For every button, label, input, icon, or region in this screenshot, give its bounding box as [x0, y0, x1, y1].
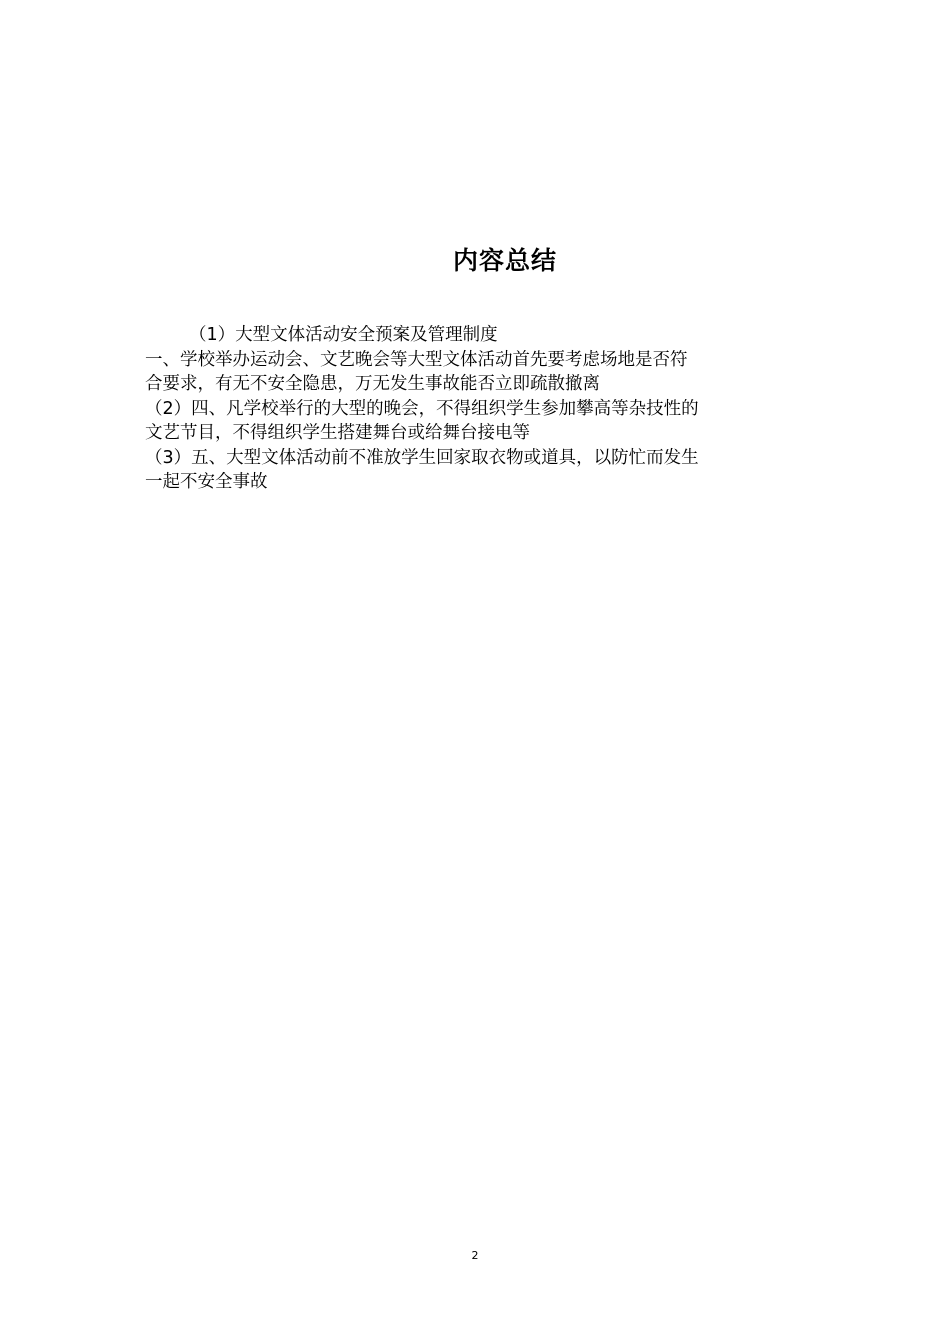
- body-line-5: 文艺节目，不得组织学生搭建舞台或给舞台接电等: [145, 423, 530, 443]
- body-line-4: （2）四、凡学校举行的大型的晚会，不得组织学生参加攀高等杂技性的: [145, 398, 699, 419]
- body-line-6: （3）五、大型文体活动前不准放学生回家取衣物或道具，以防忙而发生: [145, 447, 699, 468]
- body-line-2: 一、学校举办运动会、文艺晚会等大型文体活动首先要考虑场地是否符: [145, 349, 688, 370]
- body-line-3: 合要求，有无不安全隐患，万无发生事故能否立即疏散撤离: [145, 374, 600, 394]
- document-body: [145, 323, 810, 495]
- page-title: 内容总结: [452, 245, 557, 275]
- body-line-7: 一起不安全事故: [145, 472, 268, 492]
- body-line-1: （1）大型文体活动安全预案及管理制度: [189, 325, 498, 345]
- page-number: 2: [471, 1249, 479, 1262]
